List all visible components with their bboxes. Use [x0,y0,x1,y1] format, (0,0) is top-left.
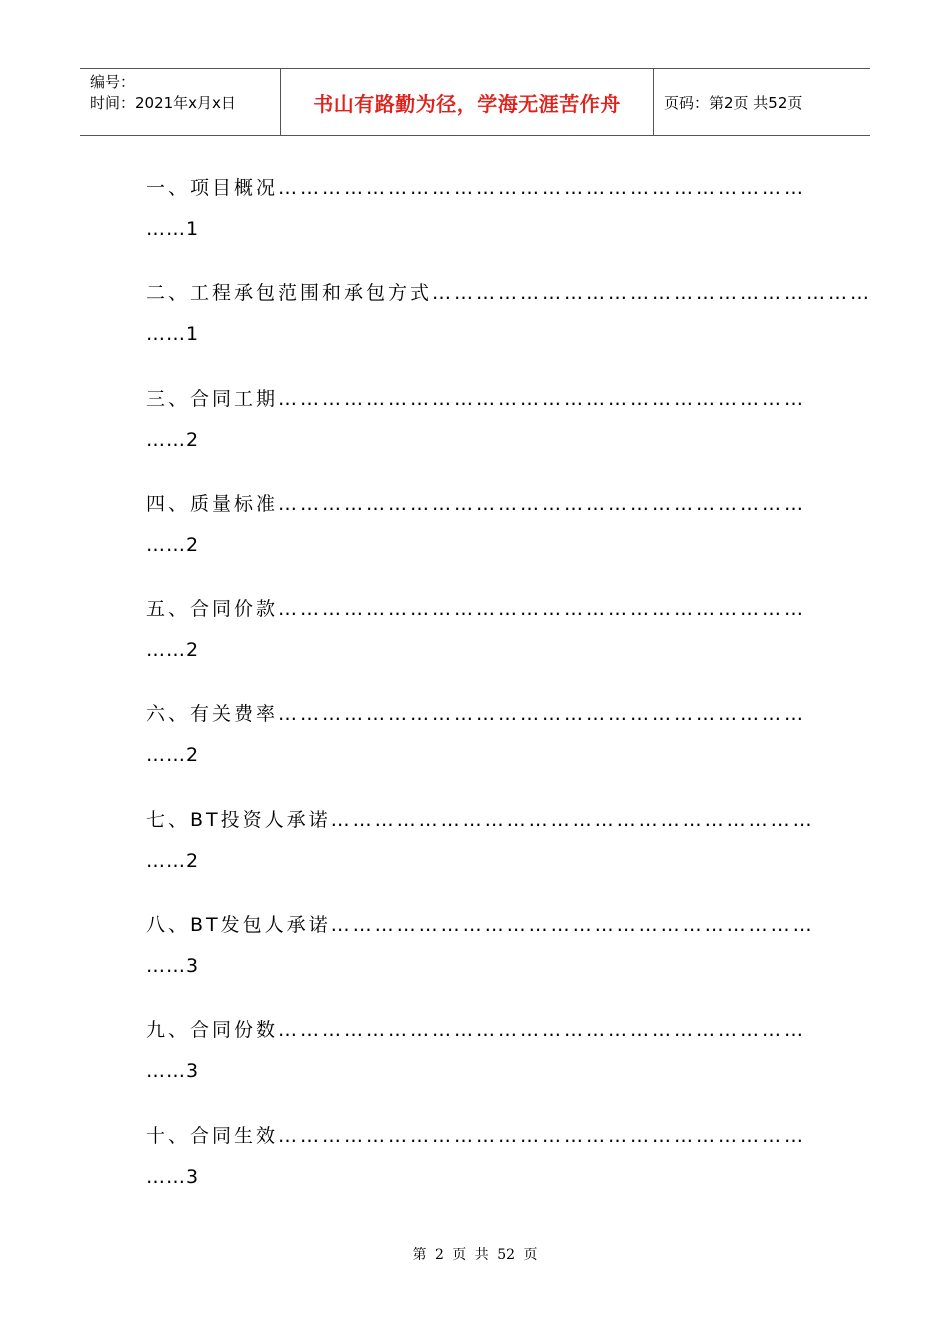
toc-entry-leader-cont: …… [146,323,186,346]
toc-entry-title: 一、项目概况 [146,177,279,199]
header-motto: 书山有路勤为径，学海无涯苦作舟 [281,69,654,135]
toc-entry[interactable] [146,484,806,589]
toc-entry-page: 3 [186,1165,200,1188]
toc-entry-leader: ……………………………………………………………… [278,1019,807,1042]
toc-entry[interactable] [146,694,806,799]
toc-entry-leader-cont: …… [146,218,186,240]
toc-entry[interactable] [146,1116,806,1221]
toc-entry-leader-cont: …… [146,955,186,978]
toc-entry-leader: ……………………………………………………………… [278,492,807,515]
toc-entry-title: 四、质量标准 [146,492,279,515]
table-of-contents [146,168,873,1221]
toc-entry-leader: ………………………………………………………… [330,914,815,937]
toc-entry[interactable] [146,168,806,273]
toc-entry[interactable] [146,800,815,905]
toc-entry-leader-cont: …… [146,639,186,662]
toc-entry-leader-cont: …… [146,533,186,556]
page-header [80,68,870,136]
toc-entry-page: 2 [186,639,200,662]
document-date-label: 时间：2021年x月x日 [90,94,236,112]
toc-entry-page: 2 [186,428,200,451]
toc-entry-leader: ……………………………………………………………… [278,177,807,199]
toc-entry-page: 3 [186,955,200,978]
document-number-label: 编号： [90,73,136,91]
toc-entry[interactable] [146,273,873,378]
toc-entry-leader: ……………………………………………………………… [278,703,807,726]
toc-entry-leader-cont: …… [146,1165,186,1188]
toc-entry-page: 2 [186,533,200,556]
toc-entry-leader: ……………………………………………………………… [278,1124,807,1147]
page-footer: 第 2 页 共 52 页 [412,1247,538,1263]
toc-entry-page: 1 [186,323,200,346]
toc-entry-title: 九、合同份数 [146,1019,279,1042]
toc-entry-leader: ……………………………………………………………… [278,387,807,410]
toc-entry-title: 十、合同生效 [146,1124,279,1147]
header-page-info: 页码：第2页 共52页 [664,93,803,112]
toc-entry-leader: ………………………………………………………… [330,808,815,831]
toc-entry-page: 1 [186,218,200,240]
toc-entry-title: 三、合同工期 [146,387,279,410]
toc-entry[interactable] [146,1010,806,1115]
toc-entry-title: 八、BT发包人承诺 [146,914,331,937]
toc-entry-page: 2 [186,849,200,872]
toc-entry[interactable] [146,905,815,1010]
header-meta-cell [80,69,281,135]
toc-entry-title: 五、合同价款 [146,598,279,621]
toc-entry-leader: …………………………………………………… [432,282,873,305]
toc-entry-title: 七、BT投资人承诺 [146,808,331,831]
toc-entry-leader-cont: …… [146,1060,186,1083]
toc-entry-leader-cont: …… [146,744,186,767]
toc-entry-leader-cont: …… [146,849,186,872]
toc-entry-page: 3 [186,1060,200,1083]
toc-entry-leader: ……………………………………………………………… [278,598,807,621]
toc-entry[interactable] [146,589,806,694]
toc-entry[interactable] [146,379,806,484]
toc-entry-title: 六、有关费率 [146,703,279,726]
toc-entry-title: 二、工程承包范围和承包方式 [146,282,433,305]
toc-entry-page: 2 [186,744,200,767]
toc-entry-leader-cont: …… [146,428,186,451]
